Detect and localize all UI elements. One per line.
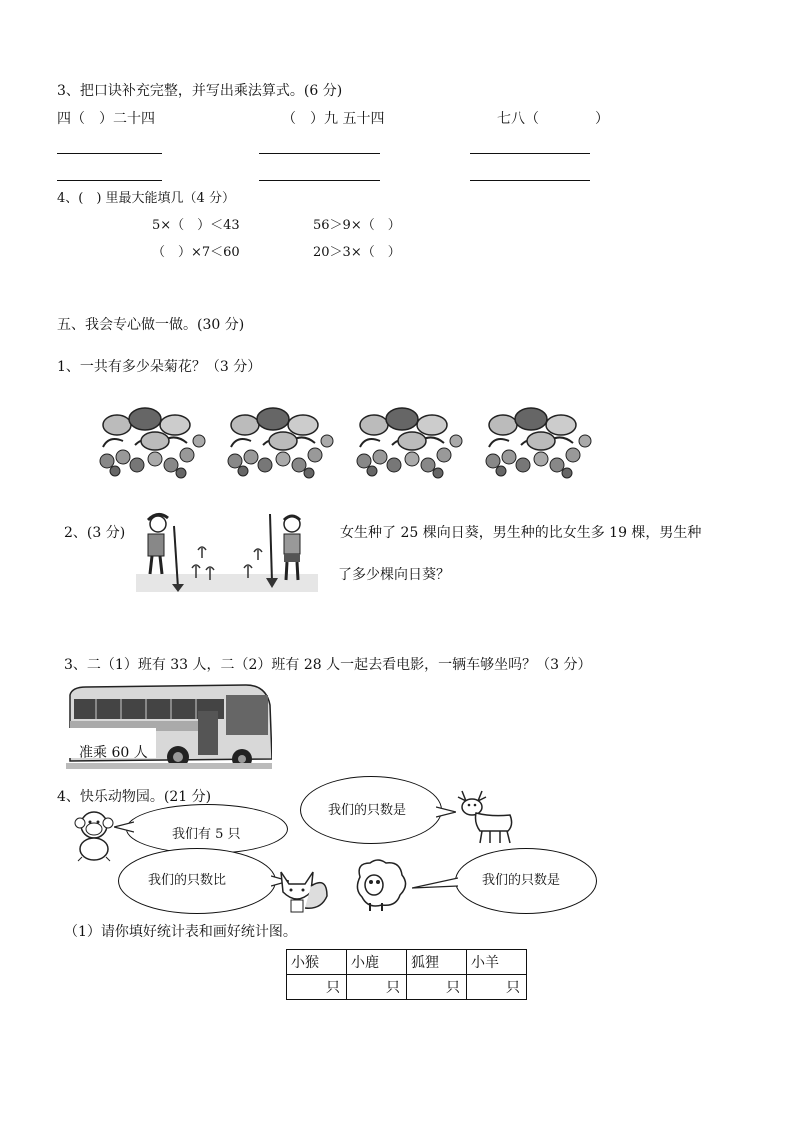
problem-2-text-line-2: 了多少棵向日葵？ — [338, 567, 450, 583]
answer-line[interactable] — [470, 180, 590, 181]
sheep-icon — [352, 857, 410, 913]
fox-icon — [275, 866, 329, 916]
q4-expr-2: 56＞9×（ ） — [313, 218, 401, 233]
bubble-tail — [114, 820, 134, 834]
monkey-bubble-text: 我们有 5 只 — [172, 827, 241, 840]
answer-line[interactable] — [259, 153, 380, 154]
sheep-bubble-text: 我们的只数是 — [482, 873, 561, 888]
q3-title: 3、把口诀补充完整，并写出乘法算式。(6 分) — [57, 83, 343, 99]
count-cell-sheep[interactable]: 只 — [467, 975, 527, 1000]
deer-bubble-text: 我们的只数是 — [328, 803, 407, 818]
planting-children-image — [136, 508, 318, 592]
monkey-bubble-text-clip — [150, 826, 270, 840]
bus-sign-text: 准乘 60 人 — [79, 745, 148, 758]
answer-line[interactable] — [57, 180, 162, 181]
problem-3-title: 3、二（1）班有 33 人，二（2）班有 28 人一起去看电影，一辆车够坐吗？（3 分） — [64, 657, 592, 673]
header-monkey: 小猴 — [287, 950, 347, 975]
sub-question-1: （1）请你填好统计表和画好统计图。 — [64, 924, 297, 940]
q4-expr-3: （ ）×7＜60 — [152, 245, 240, 260]
header-fox: 狐狸 — [407, 950, 467, 975]
bus-sign — [67, 728, 156, 758]
header-sheep: 小羊 — [467, 950, 527, 975]
chrysanthemum-image — [95, 405, 595, 480]
deer-icon — [452, 787, 520, 847]
answer-line[interactable] — [259, 180, 380, 181]
count-cell-monkey[interactable]: 只 — [287, 975, 347, 1000]
count-cell-deer[interactable]: 只 — [347, 975, 407, 1000]
statistics-table — [286, 949, 527, 1000]
header-deer: 小鹿 — [347, 950, 407, 975]
q4-expr-4: 20＞3×（ ） — [313, 245, 401, 260]
answer-line[interactable] — [470, 153, 590, 154]
table-row — [287, 975, 527, 1000]
count-cell-fox[interactable]: 只 — [407, 975, 467, 1000]
bubble-tail — [412, 876, 458, 892]
problem-2-text-line-1: 女生种了 25 棵向日葵，男生种的比女生多 19 棵，男生种 — [340, 525, 702, 541]
table-header-row — [287, 950, 527, 975]
problem-1-title: 1、一共有多少朵菊花？（3 分） — [57, 359, 262, 375]
problem-4-title: 4、快乐动物园。(21 分) — [57, 789, 212, 805]
section-5-title: 五、我会专心做一做。(30 分) — [57, 317, 245, 333]
fox-bubble-text: 我们的只数比 — [148, 873, 227, 888]
q4-expr-1: 5×（ ）＜43 — [152, 218, 240, 233]
q3-item-1: 四（ ）二十四 — [57, 111, 155, 127]
q3-item-3: 七八（ ） — [497, 111, 609, 127]
q4-title: 4、( ) 里最大能填几（4 分） — [57, 191, 235, 206]
answer-line[interactable] — [57, 153, 162, 154]
q3-item-2: （ ）九 五十四 — [282, 111, 385, 127]
monkey-icon — [72, 809, 118, 863]
problem-2-label: 2、(3 分) — [64, 525, 126, 541]
